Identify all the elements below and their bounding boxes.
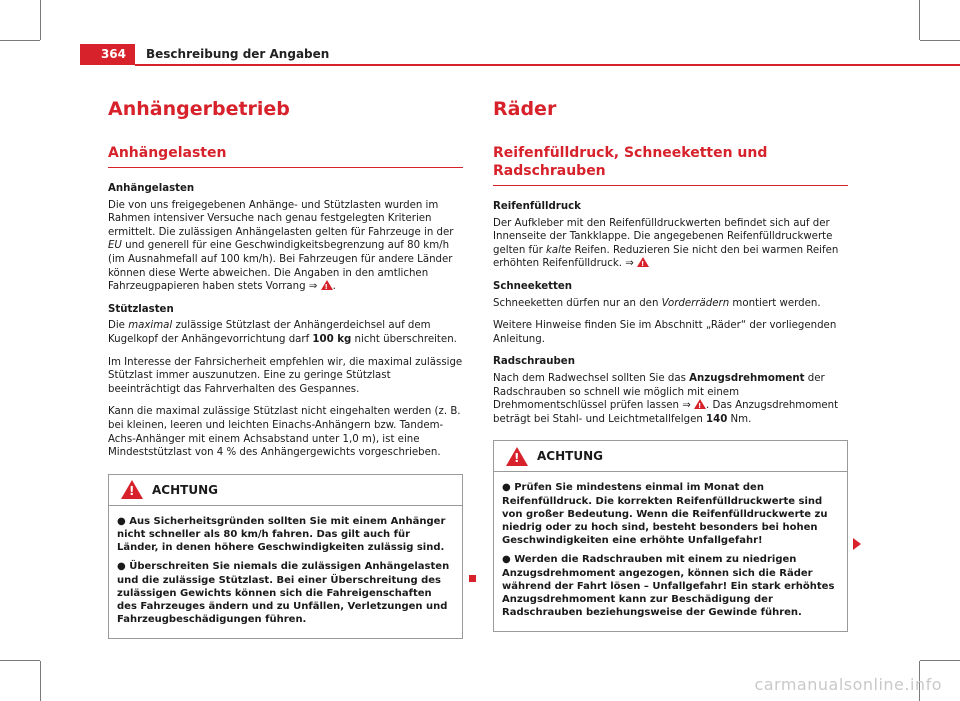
paragraph-fahrsicherheit: Im Interesse der Fahrsicherheit empfehlen wir, die maximal zulässige Stützlast immer auszunutzen. Eine zu geringe Stützlast beeinträchtigt das Fahrverhalten des Gespannes. [108,356,463,395]
paragraph-anhaengelasten: Die von uns freigegebenen Anhänge- und Stützlasten wurden im Rahmen intensiver Versuche nach genau festgelegten Kriterien ermittelt. Die zulässigen Anhängelasten gelten für Fahrzeuge in der EU und generell für eine Geschwindigkeitsbegrenzung auf 80 km/h (im Ausnahmefall auf 100 km/h). Bei Fahrzeugen für andere Länder können diese Werte abweichen. Die Angaben in den amtlichen Fahrzeugpapieren haben stets Vorrang ⇒ !. [108,199,463,294]
chapter-title: Anhängerbetrieb [108,98,290,120]
subheading-anhaengelasten: Anhängelasten [108,183,195,194]
warning-icon[interactable] [321,280,333,290]
section-rule [493,185,848,186]
crop-mark [40,0,41,40]
warning-box-header [494,441,847,472]
warning-item: ● Überschreiten Sie niemals die zulässigen Anhängelasten und die zulässige Stützlast. Bei einer Überschreitung des zulässigen Gewichts können sich die Fahreigenschaften des Fahrzeuges ändern und zu Unfällen, Verletzungen und Fahrzeugbeschädigungen führen. [117,561,450,626]
warning-item: ● Prüfen Sie mindestens einmal im Monat den Reifenfülldruck. Die korrekten Reifenfülldruckwerte sind von großer Bedeutung. Wenn die Reifenfülldruckwerte zu niedrig oder zu hoch sind, besteht besonders bei hohen Geschwindigkeiten eine erhöhte Unfallgefahr! [502,482,828,547]
section-rule [108,167,463,168]
warning-triangle-icon [506,447,528,466]
warning-icon[interactable] [694,399,706,409]
crop-mark [919,0,920,40]
left-column [108,96,463,639]
subheading-radschrauben: Radschrauben [493,356,575,368]
paragraph-schneeketten: Schneeketten dürfen nur an den Vorderrädern montiert werden. [493,297,821,309]
subheading-schneeketten: Schneeketten [493,280,573,292]
warning-box-body [109,506,462,639]
crop-mark [920,660,960,661]
warning-label: ACHTUNG [537,449,603,464]
crop-mark [40,661,41,701]
continue-arrow-icon [853,538,861,550]
running-header-title: Beschreibung der Angaben [146,47,330,61]
crop-mark [0,40,40,41]
paragraph-hinweise: Weitere Hinweise finden Sie im Abschnitt „Räder“ der vorliegenden Anleitung. [493,320,837,345]
warning-box [108,474,463,640]
warning-box-header [109,475,462,506]
chapter-title: Räder [493,98,557,120]
warning-item: ● Aus Sicherheitsgründen sollten Sie mit einem Anhänger nicht schneller als 80 km/h fahren. Das gilt auch für Länder, in denen höhere Geschwindigkeiten zulässig sind. [117,515,446,554]
page-number: 364 [80,44,135,65]
subheading-reifenfuelldruck: Reifenfülldruck [493,201,581,212]
section-title: Anhängelasten [108,145,227,161]
crop-mark [920,40,960,41]
right-column [493,96,848,632]
paragraph-stuetzlasten: Die maximal zulässige Stützlast der Anhängerdeichsel auf dem Kugelkopf der Anhängevorrichtung darf 100 kg nicht überschreiten. [108,320,457,345]
section-title: Reifenfülldruck, Schneeketten und Radschrauben [493,145,768,179]
crop-mark [0,660,40,661]
paragraph-mindeststuetzlast: Kann die maximal zulässige Stützlast nicht eingehalten werden (z. B. bei kleinen, leeren und leichten Einachs-Anhängern bzw. Tandem-Achs-Anhänger mit einem Achsabstand unter 1,0 m), ist eine Mindeststützlast von 4 % des Anhängergewichts vorgeschrieben. [108,406,461,459]
section-end-marker [469,575,476,582]
warning-icon[interactable] [637,257,649,267]
warning-item: ● Werden die Radschrauben mit einem zu niedrigen Anzugsdrehmoment angezogen, können sich die Räder während der Fahrt lösen – Unfallgefahr! Ein stark erhöhtes Anzugsdrehmoment kann zur Beschädigung der Radschrauben beziehungsweise der Gewinde führen. [502,554,835,619]
warning-label: ACHTUNG [152,482,218,497]
watermark: carmanualsonline.info [754,675,942,694]
warning-box [493,440,848,632]
paragraph-radschrauben: Nach dem Radwechsel sollten Sie das Anzugsdrehmoment der Radschrauben so schnell wie möglich mit einem Drehmomentschlüssel prüfen lassen ⇒ !. Das Anzugsdrehmoment beträgt bei Stahl- und Leichtmetallfelgen 140 Nm. [493,372,848,426]
warning-triangle-icon [121,480,143,499]
paragraph-reifenfuelldruck: Der Aufkleber mit den Reifenfülldruckwerten befindet sich auf der Innenseite der Tankklappe. Die angegebenen Reifenfülldruckwerte gelten für kalte Reifen. Reduzieren Sie nicht den bei warmen Reifen erhöhten Reifenfülldruck. ⇒ ! [493,217,848,271]
warning-box-body [494,472,847,631]
subheading-stuetzlasten: Stützlasten [108,303,174,315]
header-rule [135,64,960,66]
